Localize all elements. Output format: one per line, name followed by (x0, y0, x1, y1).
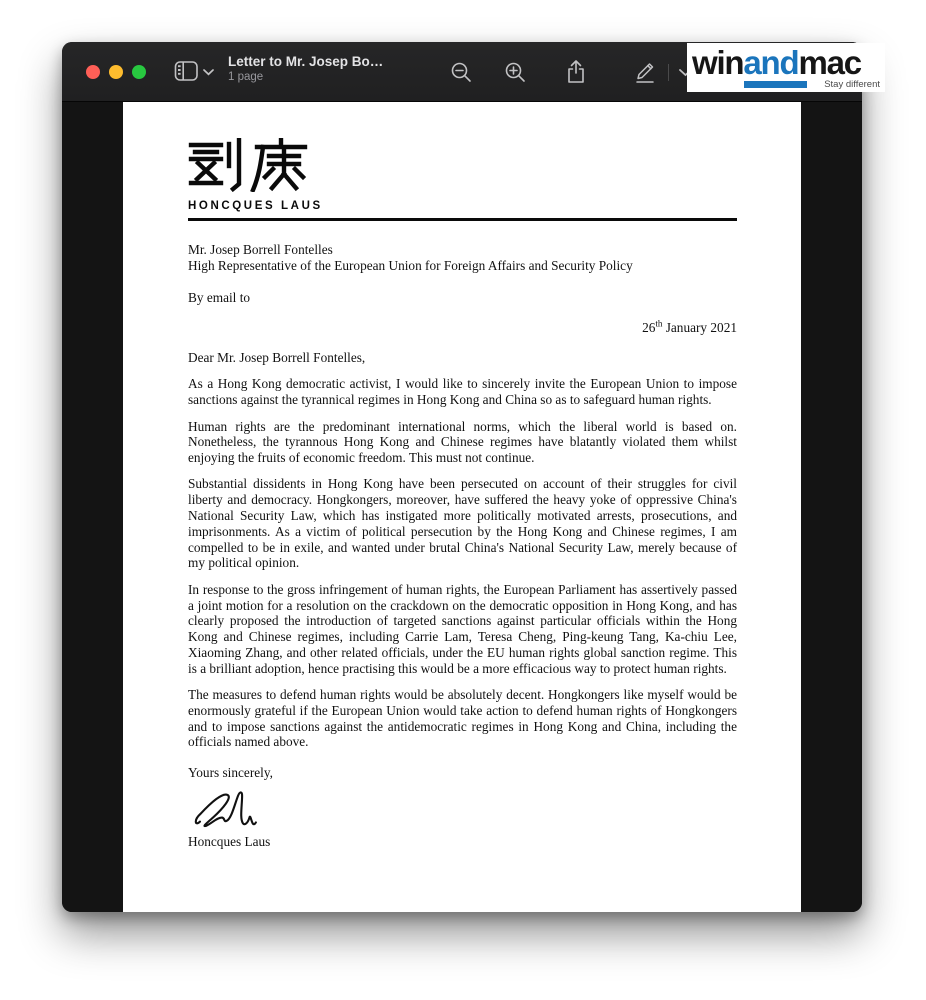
logo-win: win (692, 44, 744, 81)
logo-mac: mac (798, 44, 861, 81)
winandmac-logo (687, 43, 885, 92)
close-button[interactable] (86, 65, 100, 79)
date-rest: January 2021 (662, 320, 737, 336)
document-scroll-area[interactable] (62, 102, 862, 912)
letterhead (188, 138, 737, 221)
winandmac-wordmark (692, 44, 861, 82)
salutation: Dear Mr. Josep Borrell Fontelles, (188, 350, 366, 366)
date-day: 26 (642, 320, 656, 336)
letterhead-cjk-icon (188, 138, 310, 192)
fullscreen-button[interactable] (132, 65, 146, 79)
signature-name: Honcques Laus (188, 834, 271, 850)
closing: Yours sincerely, (188, 765, 273, 781)
letter-page (123, 102, 801, 912)
letterhead-name: HONCQUES LAUS (188, 200, 323, 212)
paragraph-4: In response to the gross infringement of human rights, the European Parliament has assertively passed a joint motion for a resolution on the crackdown on the democratic opposition in Hong Kong, and has clearly proposed the introduction of targeted sanctions against particular officials within the Hong Kong and Chinese regimes, including Carrie Lam, Teresa Cheng, Ping-keung Tang, Ka-chiu Lee, Xiaoming Zhang, and other related officials, under the EU human rights global sanction regime. This is a brilliant adoption, hence practising this would be a more efficacious way to protect human rights. (188, 581, 737, 676)
delivery-method: By email to (188, 289, 251, 305)
paragraph-2: Human rights are the predominant international norms, which the liberal world is based on. Nonetheless, the tyrannous Hong Kong and Chinese regimes have blatantly violated them whilst enjoying the fruits of economic freedom. This must not continue. (188, 418, 737, 466)
date-ordinal: th (655, 318, 663, 329)
recipient-name: Mr. Josep Borrell Fontelles (188, 242, 333, 257)
zoom-out-icon[interactable] (450, 61, 473, 84)
paragraph-3: Substantial dissidents in Hong Kong have been persecuted on account of their struggles for civil liberty and democracy. Hongkongers, moreover, have suffered the heavy yoke of oppressive China's National Security Law, which has instigated more politically motivated arrests, prosecutions, and imprisonments. As a victim of political persecution by the Hong Kong and Chinese regimes, I am compelled to be in exile, and wanted under brutal China's National Security Law, merely because of my political opinion. (188, 476, 737, 571)
recipient-block (188, 242, 737, 274)
paragraph-5: The measures to defend human rights would be absolutely decent. Hongkongers like myself would be enormously grateful if the European Union would take action to defend human rights of Hongkongers and to impose sanctions against the antidemocratic regimes in Hong Kong and China, including the officials named above. (188, 687, 737, 750)
letter-date (188, 320, 737, 336)
logo-and: and (743, 44, 799, 81)
logo-tagline: Stay different (824, 79, 880, 90)
logo-underline-bar (744, 81, 807, 88)
sidebar-toggle-icon[interactable] (174, 60, 199, 82)
markup-pencil-icon[interactable] (633, 59, 657, 85)
toolbar-divider (668, 64, 669, 81)
paragraph-1: As a Hong Kong democratic activist, I would like to sincerely invite the European Union to impose sanctions against the tyrannical regimes in Hong Kong and China so as to safeguard human rights. (188, 376, 737, 408)
signature-scribble (188, 786, 737, 833)
letterhead-rule (188, 218, 737, 221)
zoom-in-icon[interactable] (504, 61, 527, 84)
page-count: 1 page (228, 71, 264, 83)
chevron-down-icon[interactable] (203, 69, 214, 76)
preview-window (62, 42, 862, 912)
window-title: Letter to Mr. Josep Bo… (228, 54, 384, 69)
window-title-block (228, 54, 438, 83)
share-icon[interactable] (565, 59, 587, 85)
recipient-title: High Representative of the European Union for Foreign Affairs and Security Policy (188, 257, 633, 273)
minimize-button[interactable] (109, 65, 123, 79)
